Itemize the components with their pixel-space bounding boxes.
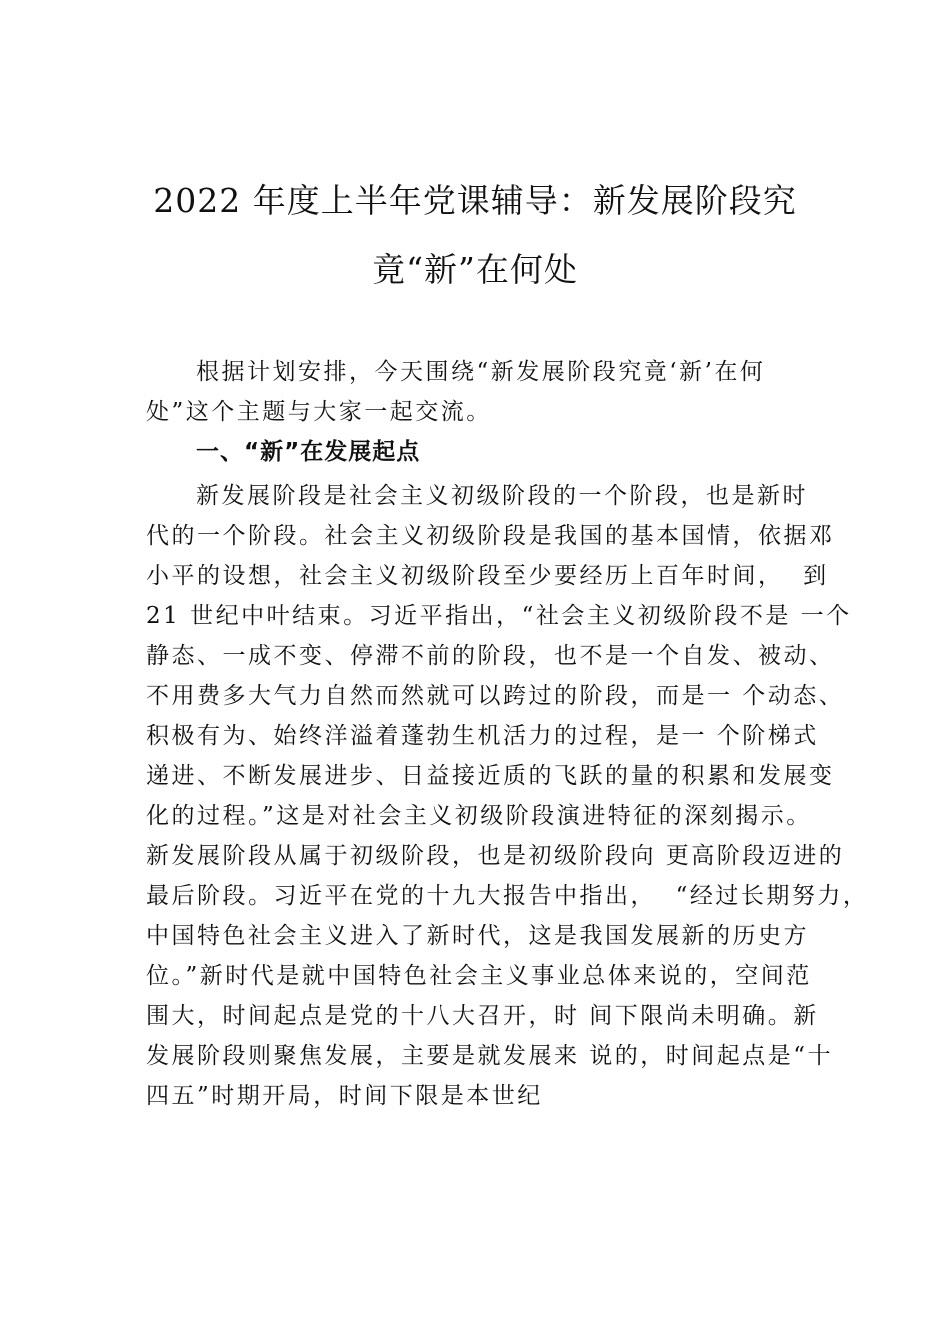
paragraph-line: 围大，时间起点是党的十八大召开，时 间下限尚未明确。新: [146, 1003, 819, 1029]
paragraph-line: 静态、一成不变、停滞不前的阶段，也不是一个自发、被动、: [146, 643, 835, 669]
section-heading: 一、“新”在发展起点: [196, 439, 421, 465]
document-title-line-1: 2022 年度上半年党课辅导：新发展阶段究: [153, 181, 797, 220]
paragraph-line: 代的一个阶段。社会主义初级阶段是我国的基本国情，依据邓: [146, 523, 835, 549]
document-title-line-2: 竟“新”在何处: [372, 250, 578, 289]
paragraph-line: 发展阶段则聚焦发展，主要是就发展来 说的，时间起点是“十: [146, 1043, 834, 1069]
paragraph-line: 四五”时期开局，时间下限是本世纪: [146, 1083, 543, 1109]
paragraph-line: 新发展阶段是社会主义初级阶段的一个阶段，也是新时: [196, 483, 808, 509]
paragraph-line: 位。”新时代是就中国特色社会主义事业总体来说的，空间范: [146, 963, 812, 989]
paragraph-line: 积极有为、始终洋溢着蓬勃生机活力的过程，是一 个阶梯式: [146, 723, 819, 749]
paragraph-line: 最后阶段。习近平在党的十九大报告中指出， “经过长期努力，: [146, 883, 869, 909]
paragraph-line: 中国特色社会主义进入了新时代，这是我国发展新的历史方: [146, 923, 809, 949]
intro-line: 处”这个主题与大家一起交流。: [146, 399, 492, 425]
intro-line: 根据计划安排，今天围绕“新发展阶段究竟‘新’在何: [196, 359, 766, 385]
paragraph-line: 不用费多大气力自然而然就可以跨过的阶段，而是一 个动态、: [146, 683, 845, 709]
paragraph-line: 21 世纪中叶结束。习近平指出，“社会主义初级阶段不是 一个: [146, 603, 852, 629]
paragraph-line: 化的过程。”这是对社会主义初级阶段演进特征的深刻揭示。: [146, 803, 812, 829]
paragraph-line: 新发展阶段从属于初级阶段，也是初级阶段向 更高阶段迈进的: [146, 843, 845, 869]
paragraph-line: 递进、不断发展进步、日益接近质的飞跃的量的积累和发展变: [146, 763, 835, 789]
paragraph-line: 小平的设想，社会主义初级阶段至少要经历上百年时间， 到: [146, 563, 829, 589]
